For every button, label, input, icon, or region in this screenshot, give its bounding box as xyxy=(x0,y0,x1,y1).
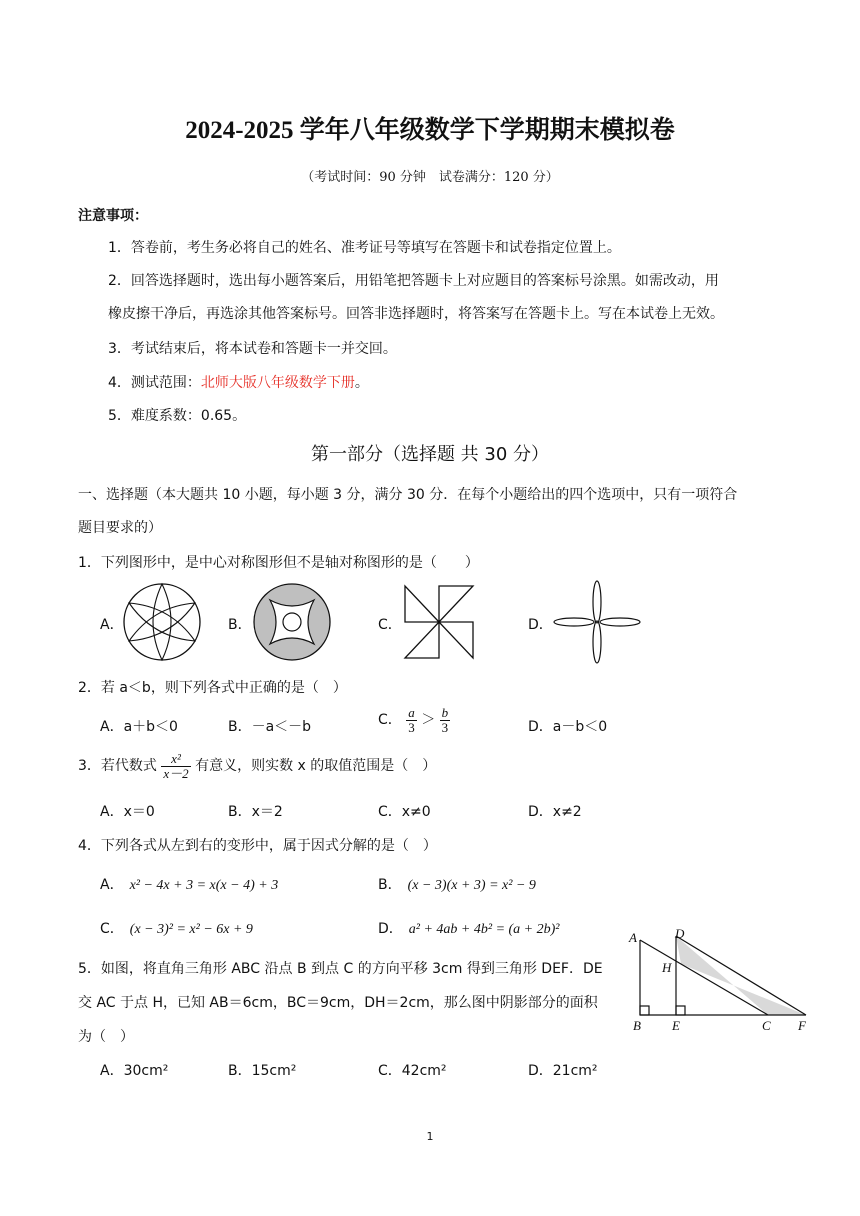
q5-option-b: B．15cm² xyxy=(228,1063,297,1079)
note-2-line1: 2．回答选择题时，选出每小题答案后，用铅笔把答题卡上对应题目的答案标号涂黑。如需改动，用 xyxy=(108,273,719,289)
q4-option-a-expr: x² − 4x + 3 = x(x − 4) + 3 xyxy=(129,878,279,893)
q4-option-d xyxy=(378,918,560,938)
q2-option-b: B．－a＜－b xyxy=(228,719,312,735)
fig-label-a: A xyxy=(629,930,637,945)
q2-option-c xyxy=(378,706,450,734)
q2-fraction-right: $\frac{b}{3}$ xyxy=(441,705,449,735)
q3-stem xyxy=(78,752,436,780)
q4-option-c-label: C． xyxy=(100,921,124,937)
q4-option-c xyxy=(100,918,253,938)
q1-stem: 1．下列图形中，是中心对称图形但不是轴对称图形的是（ ） xyxy=(78,555,479,571)
q5-option-c: C．42cm² xyxy=(378,1063,447,1079)
q4-stem: 4．下列各式从左到右的变形中，属于因式分解的是（ ） xyxy=(78,838,437,854)
q1-figure-a xyxy=(122,582,202,662)
q4-option-b-expr: (x − 3)(x + 3) = x² − 9 xyxy=(407,878,536,893)
exam-title: 2024-2025 学年八年级数学下学期期末模拟卷 xyxy=(185,117,675,144)
q2-stem: 2．若 a＜b，则下列各式中正确的是（ ） xyxy=(78,680,347,696)
part-title: 第一部分（选择题 共 30 分） xyxy=(310,444,550,465)
q4-option-a xyxy=(100,874,278,894)
note-5: 5．难度系数：0.65。 xyxy=(108,408,247,424)
q1-figure-c xyxy=(403,584,475,660)
q3-stem-pre: 3．若代数式 xyxy=(78,758,157,775)
q3-fraction: $\frac{\text{x²}}{x-2}$ xyxy=(163,751,189,781)
note-4-range: 北师大版八年级数学下册 xyxy=(200,375,355,391)
note-4-prefix: 4．测试范围： xyxy=(108,375,201,391)
q1-figure-d xyxy=(552,578,642,666)
q2-fraction-left: $\frac{a}{3}$ xyxy=(408,705,415,735)
q5-line-3: 为（ ） xyxy=(78,1029,134,1045)
fig-label-b: B xyxy=(633,1018,641,1033)
q4-option-b xyxy=(378,874,536,894)
fig-label-f: F xyxy=(798,1018,806,1033)
q3-stem-post: 有意义，则实数 x 的取值范围是（ ） xyxy=(195,758,437,775)
q4-option-b-label: B． xyxy=(378,877,402,893)
fig-label-h: H xyxy=(662,960,672,975)
note-1: 1．答卷前，考生务必将自己的姓名、准考证号等填写在答题卡和试卷指定位置上。 xyxy=(108,240,621,256)
fig-label-e: E xyxy=(672,1018,680,1033)
page-number: 1 xyxy=(426,1130,434,1143)
q3-option-b: B．x＝2 xyxy=(228,804,283,820)
q2-option-d: D．a－b＜0 xyxy=(528,719,608,735)
q5-triangle-figure xyxy=(626,926,816,1036)
q1-figure-b xyxy=(252,582,332,662)
q1-label-d: D． xyxy=(528,617,553,633)
q5-line-2: 交 AC 于点 H，已知 AB＝6cm，BC＝9cm，DH＝2cm，那么图中阴影部分的面积 xyxy=(78,995,598,1011)
q5-option-d: D．21cm² xyxy=(528,1063,598,1079)
q1-label-a: A． xyxy=(100,617,124,633)
q5-line-1: 5．如图，将直角三角形 ABC 沿点 B 到点 C 的方向平移 3cm 得到三角形 DEF．DE xyxy=(78,961,603,977)
q4-option-d-label: D． xyxy=(378,921,403,937)
q2-option-c-label: C． xyxy=(378,712,402,729)
section-line-1: 一、选择题（本大题共 10 小题，每小题 3 分，满分 30 分．在每个小题给出的四个选项中，只有一项符合 xyxy=(78,487,738,503)
notes-heading: 注意事项： xyxy=(78,208,148,224)
note-4 xyxy=(108,372,369,392)
note-3: 3．考试结束后，将本试卷和答题卡一并交回。 xyxy=(108,341,397,357)
q3-option-c: C．x≠0 xyxy=(378,804,431,820)
q1-label-c: C． xyxy=(378,617,402,633)
q2-option-a: A．a＋b＜0 xyxy=(100,719,178,735)
q4-option-a-label: A． xyxy=(100,877,124,893)
q4-option-c-expr: (x − 3)² = x² − 6x + 9 xyxy=(129,922,253,937)
section-line-2: 题目要求的） xyxy=(78,520,162,536)
fig-label-d: D xyxy=(675,926,685,941)
q3-option-a: A．x＝0 xyxy=(100,804,155,820)
q5-option-a: A．30cm² xyxy=(100,1063,169,1079)
fig-label-c: C xyxy=(762,1018,771,1033)
q2-option-c-op: ＞ xyxy=(421,712,436,729)
exam-subtitle: （考试时间：90 分钟 试卷满分：120 分） xyxy=(301,170,559,185)
q3-option-d: D．x≠2 xyxy=(528,804,582,820)
note-2-line2: 橡皮擦干净后，再选涂其他答案标号。回答非选择题时，将答案写在答题卡上。写在本试卷上无效。 xyxy=(108,306,724,322)
note-4-suffix: 。 xyxy=(354,375,369,391)
q1-label-b: B． xyxy=(228,617,252,633)
q4-option-d-expr: a² + 4ab + 4b² = (a + 2b)² xyxy=(408,922,560,937)
